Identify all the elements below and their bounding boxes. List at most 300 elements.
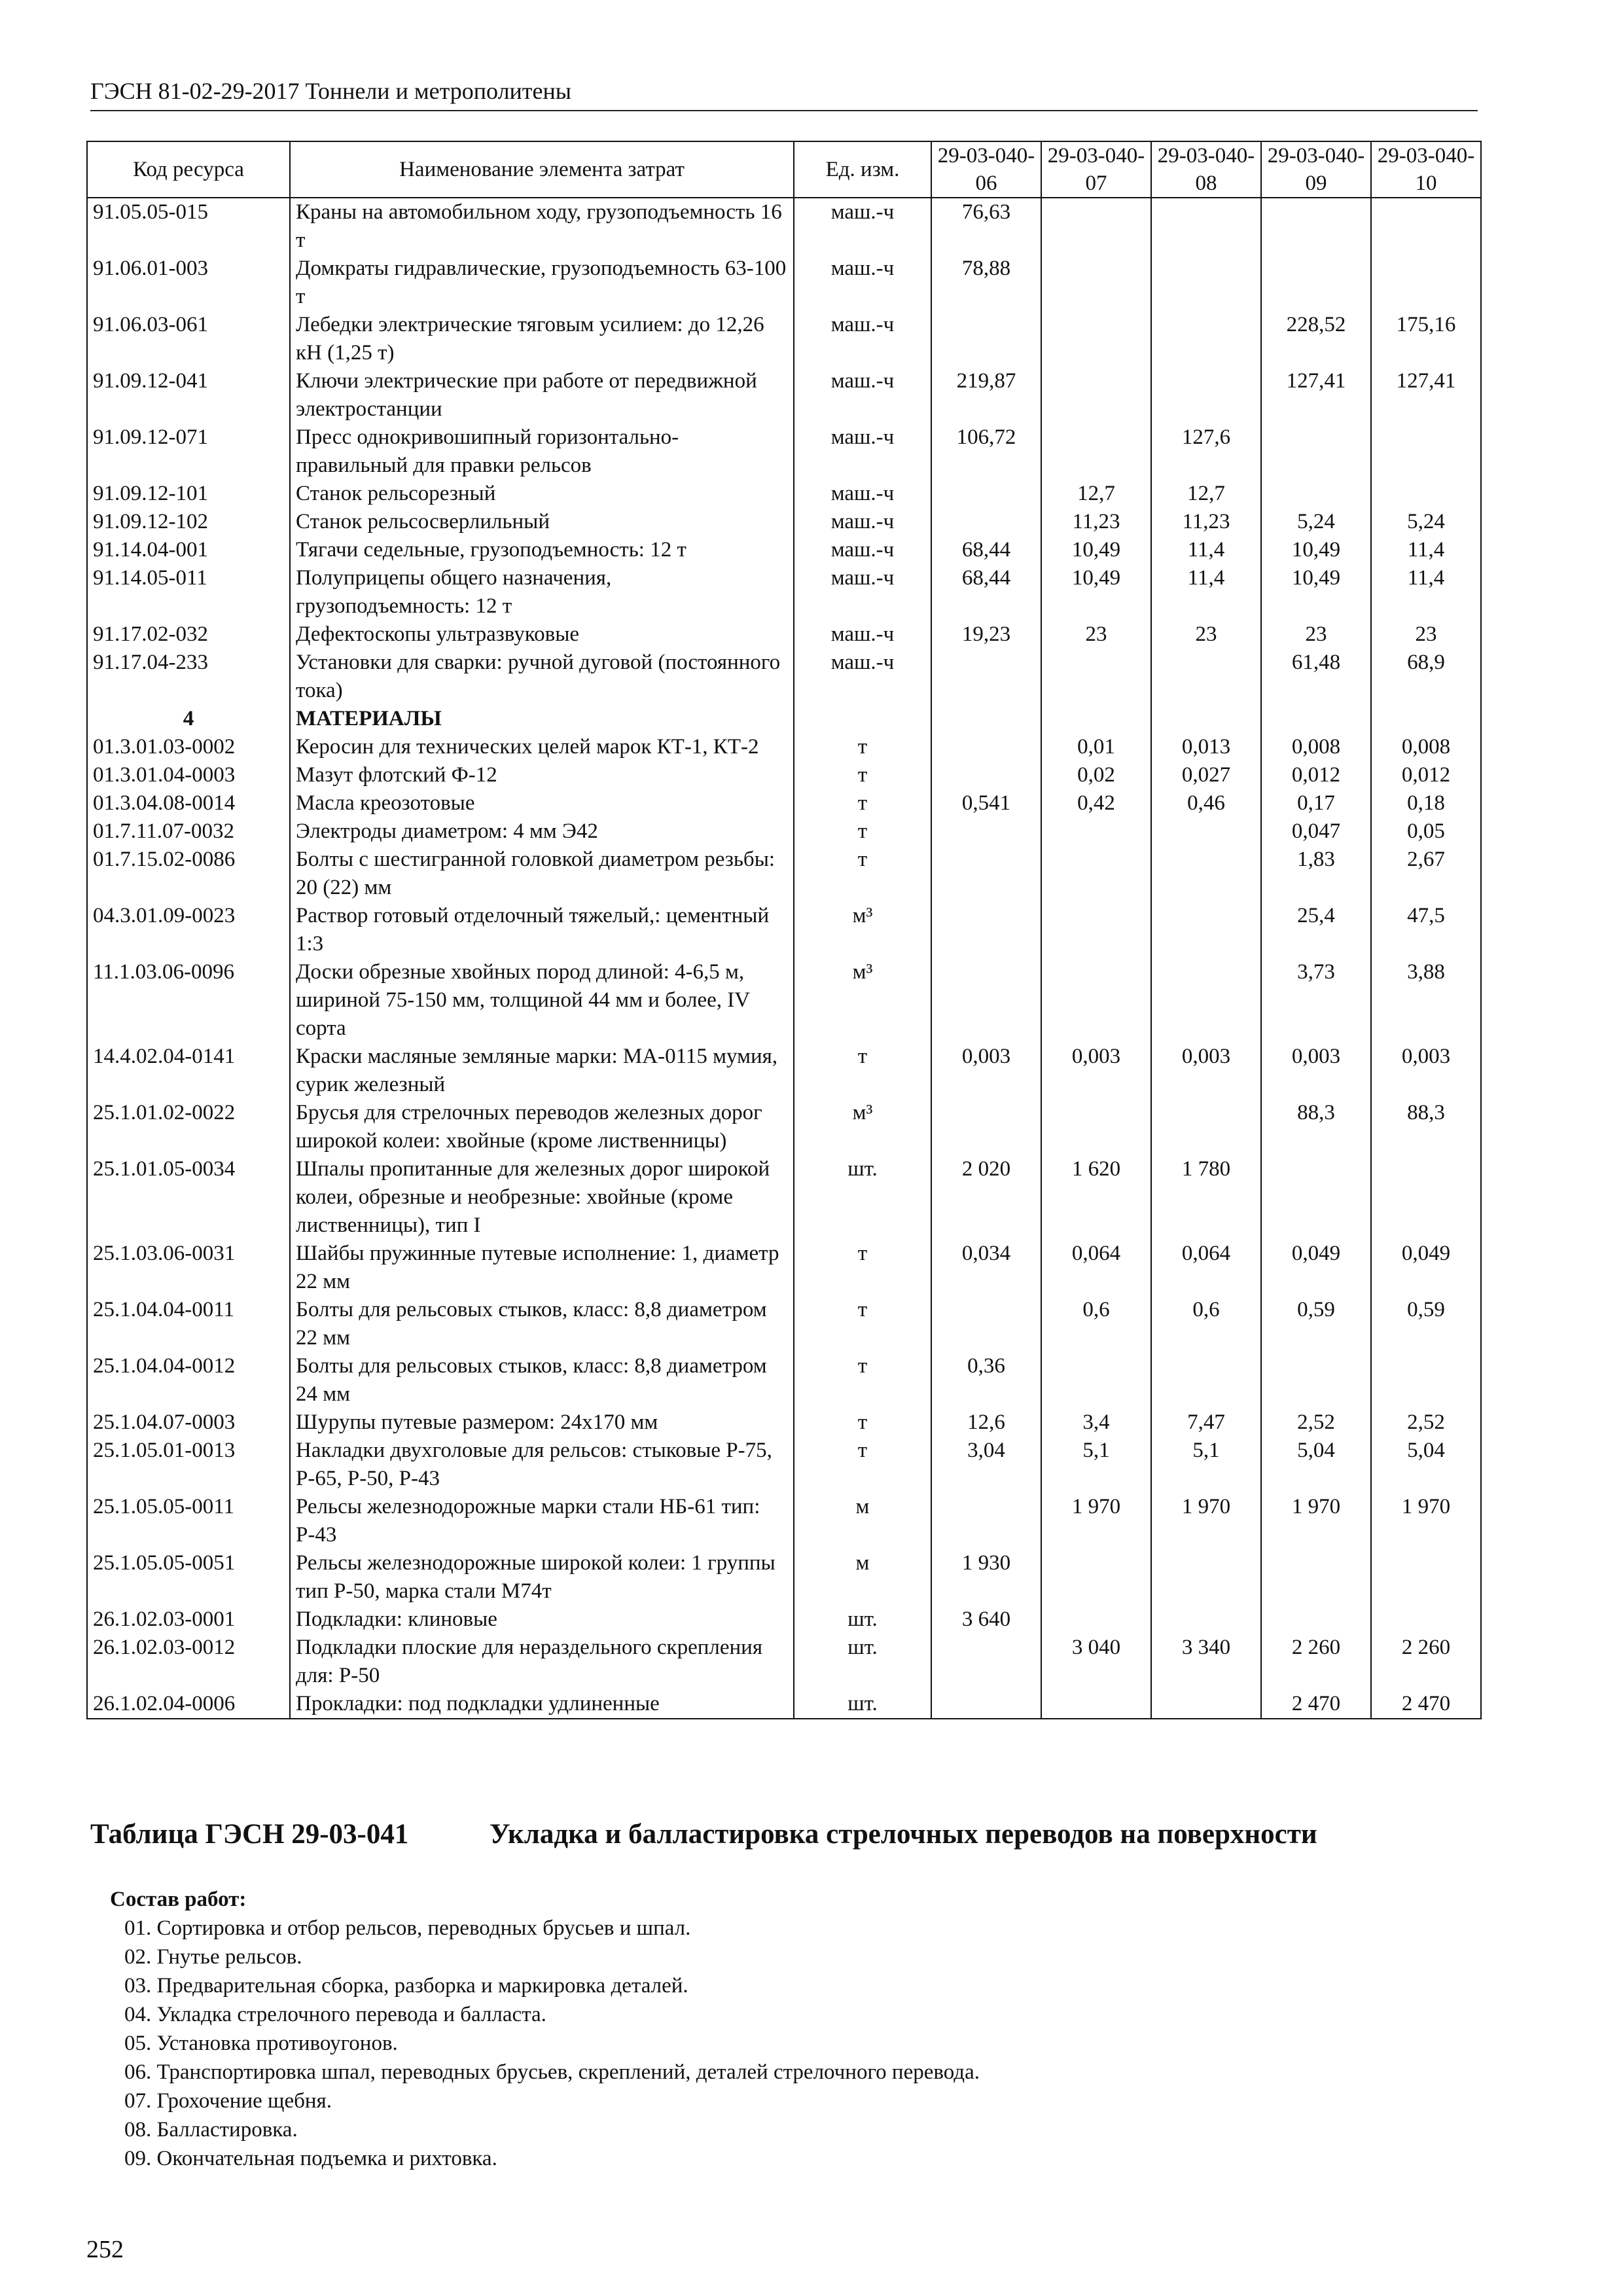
value-040-07-cell bbox=[1041, 846, 1151, 902]
element-name-cell: Накладки двухголовые для рельсов: стыковые Р-75, Р-65, Р-50, Р-43 bbox=[290, 1437, 794, 1493]
value-040-09-cell: 61,48 bbox=[1261, 649, 1371, 705]
table-row bbox=[87, 1549, 1481, 1605]
element-name-cell: Прокладки: под подкладки удлиненные bbox=[290, 1690, 794, 1719]
value-040-09-cell: 1,83 bbox=[1261, 846, 1371, 902]
table-row bbox=[87, 846, 1481, 902]
resource-code-cell: 91.05.05-015 bbox=[87, 198, 290, 255]
resource-code-cell: 25.1.05.05-0011 bbox=[87, 1493, 290, 1549]
resource-code-cell: 26.1.02.03-0001 bbox=[87, 1605, 290, 1634]
table-row bbox=[87, 1352, 1481, 1408]
table-row bbox=[87, 902, 1481, 958]
table-row bbox=[87, 311, 1481, 367]
unit-cell: маш.-ч bbox=[794, 423, 931, 480]
value-040-06-cell: 219,87 bbox=[931, 367, 1041, 423]
work-step: 07. Грохочение щебня. bbox=[124, 2089, 332, 2113]
value-040-09-cell: 0,59 bbox=[1261, 1296, 1371, 1352]
value-040-08-cell: 23 bbox=[1151, 620, 1261, 649]
value-040-09-cell: 10,49 bbox=[1261, 536, 1371, 564]
value-040-08-cell bbox=[1151, 367, 1261, 423]
value-040-06-cell: 2 020 bbox=[931, 1155, 1041, 1240]
table-row bbox=[87, 1296, 1481, 1352]
value-040-08-cell bbox=[1151, 1605, 1261, 1634]
element-name-cell: Лебедки электрические тяговым усилием: до 12,26 кН (1,25 т) bbox=[290, 311, 794, 367]
value-040-10-cell: 88,3 bbox=[1371, 1099, 1481, 1155]
resource-code-cell: 25.1.03.06-0031 bbox=[87, 1240, 290, 1296]
resource-code-cell: 26.1.02.04-0006 bbox=[87, 1690, 290, 1719]
value-040-06-cell: 1 930 bbox=[931, 1549, 1041, 1605]
work-step: 08. Балластировка. bbox=[124, 2118, 298, 2142]
unit-cell: м bbox=[794, 1549, 931, 1605]
value-040-06-cell bbox=[931, 311, 1041, 367]
header-norm-040-08: 29-03-040-08 bbox=[1151, 141, 1261, 198]
value-040-09-cell: 5,04 bbox=[1261, 1437, 1371, 1493]
value-040-06-cell bbox=[931, 733, 1041, 761]
value-040-08-cell: 1 780 bbox=[1151, 1155, 1261, 1240]
element-name-cell: Болты для рельсовых стыков, класс: 8,8 диаметром 22 мм bbox=[290, 1296, 794, 1352]
value-040-10-cell: 0,012 bbox=[1371, 761, 1481, 789]
value-040-07-cell: 3 040 bbox=[1041, 1634, 1151, 1690]
header-unit: Ед. изм. bbox=[794, 141, 931, 198]
value-040-08-cell: 11,23 bbox=[1151, 508, 1261, 536]
value-040-10-cell: 0,049 bbox=[1371, 1240, 1481, 1296]
table-row bbox=[87, 480, 1481, 508]
value-040-09-cell: 0,047 bbox=[1261, 817, 1371, 846]
element-name-cell: Рельсы железнодорожные марки стали НБ-61 тип: Р-43 bbox=[290, 1493, 794, 1549]
element-name-cell: Ключи электрические при работе от передвижной электростанции bbox=[290, 367, 794, 423]
value-040-07-cell bbox=[1041, 649, 1151, 705]
value-040-09-cell: 228,52 bbox=[1261, 311, 1371, 367]
value-040-06-cell bbox=[931, 958, 1041, 1043]
element-name-cell: Пресс однокривошипный горизонтально-правильный для правки рельсов bbox=[290, 423, 794, 480]
value-040-09-cell bbox=[1261, 423, 1371, 480]
table-row bbox=[87, 198, 1481, 255]
table-body bbox=[87, 198, 1481, 1719]
value-040-06-cell bbox=[931, 649, 1041, 705]
element-name-cell: Раствор готовый отделочный тяжелый,: цементный 1:3 bbox=[290, 902, 794, 958]
value-040-10-cell bbox=[1371, 198, 1481, 255]
value-040-09-cell: 0,17 bbox=[1261, 789, 1371, 817]
work-step: 04. Укладка стрелочного перевода и балласта. bbox=[124, 2003, 546, 2026]
resource-code-cell: 91.14.04-001 bbox=[87, 536, 290, 564]
unit-cell: маш.-ч bbox=[794, 311, 931, 367]
value-040-07-cell bbox=[1041, 958, 1151, 1043]
value-040-10-cell: 3,88 bbox=[1371, 958, 1481, 1043]
value-040-10-cell: 68,9 bbox=[1371, 649, 1481, 705]
value-040-09-cell: 2,52 bbox=[1261, 1408, 1371, 1437]
unit-cell: т bbox=[794, 1352, 931, 1408]
header-resource-code: Код ресурса bbox=[87, 141, 290, 198]
resource-code-cell: 01.3.01.04-0003 bbox=[87, 761, 290, 789]
value-040-06-cell: 68,44 bbox=[931, 536, 1041, 564]
resource-code-cell: 25.1.04.07-0003 bbox=[87, 1408, 290, 1437]
table-row bbox=[87, 1408, 1481, 1437]
value-040-07-cell: 12,7 bbox=[1041, 480, 1151, 508]
value-040-10-cell: 5,24 bbox=[1371, 508, 1481, 536]
value-040-08-cell: 11,4 bbox=[1151, 536, 1261, 564]
value-040-07-cell bbox=[1041, 1352, 1151, 1408]
value-040-08-cell bbox=[1151, 198, 1261, 255]
value-040-07-cell: 0,01 bbox=[1041, 733, 1151, 761]
value-040-09-cell: 0,012 bbox=[1261, 761, 1371, 789]
value-040-09-cell: 3,73 bbox=[1261, 958, 1371, 1043]
resource-code-cell: 91.09.12-101 bbox=[87, 480, 290, 508]
value-040-06-cell: 0,36 bbox=[931, 1352, 1041, 1408]
table-row bbox=[87, 761, 1481, 789]
value-040-07-cell bbox=[1041, 705, 1151, 733]
resource-code-cell: 91.14.05-011 bbox=[87, 564, 290, 620]
value-040-06-cell bbox=[931, 1493, 1041, 1549]
value-040-10-cell bbox=[1371, 1155, 1481, 1240]
value-040-06-cell bbox=[931, 705, 1041, 733]
value-040-10-cell: 127,41 bbox=[1371, 367, 1481, 423]
table-row bbox=[87, 1043, 1481, 1099]
value-040-08-cell bbox=[1151, 1690, 1261, 1719]
element-name-cell: Краски масляные земляные марки: МА-0115 мумия, сурик железный bbox=[290, 1043, 794, 1099]
next-table-title: Укладка и балластировка стрелочных переводов на поверхности bbox=[490, 1819, 1317, 1850]
header-element-name: Наименование элемента затрат bbox=[290, 141, 794, 198]
value-040-06-cell: 68,44 bbox=[931, 564, 1041, 620]
value-040-07-cell: 3,4 bbox=[1041, 1408, 1151, 1437]
value-040-08-cell bbox=[1151, 649, 1261, 705]
resource-code-cell: 25.1.05.01-0013 bbox=[87, 1437, 290, 1493]
value-040-10-cell: 2 260 bbox=[1371, 1634, 1481, 1690]
table-row bbox=[87, 564, 1481, 620]
table-header-row bbox=[87, 141, 1481, 198]
resource-table bbox=[86, 141, 1482, 1719]
value-040-10-cell bbox=[1371, 480, 1481, 508]
element-name-cell: Доски обрезные хвойных пород длиной: 4-6,5 м, шириной 75-150 мм, толщиной 44 мм и более, IV сорта bbox=[290, 958, 794, 1043]
unit-cell: т bbox=[794, 1240, 931, 1296]
value-040-10-cell: 5,04 bbox=[1371, 1437, 1481, 1493]
value-040-10-cell: 1 970 bbox=[1371, 1493, 1481, 1549]
resource-code-cell: 11.1.03.06-0096 bbox=[87, 958, 290, 1043]
unit-cell: т bbox=[794, 1437, 931, 1493]
value-040-09-cell bbox=[1261, 1352, 1371, 1408]
work-step: 06. Транспортировка шпал, переводных брусьев, скреплений, деталей стрелочного перевода. bbox=[124, 2060, 980, 2084]
unit-cell: маш.-ч bbox=[794, 198, 931, 255]
unit-cell: шт. bbox=[794, 1690, 931, 1719]
header-norm-040-07: 29-03-040-07 bbox=[1041, 141, 1151, 198]
table-row bbox=[87, 1240, 1481, 1296]
table-row bbox=[87, 789, 1481, 817]
value-040-10-cell: 2,52 bbox=[1371, 1408, 1481, 1437]
unit-cell: т bbox=[794, 1408, 931, 1437]
value-040-08-cell: 3 340 bbox=[1151, 1634, 1261, 1690]
value-040-10-cell bbox=[1371, 255, 1481, 311]
value-040-09-cell: 0,003 bbox=[1261, 1043, 1371, 1099]
element-name-cell: Станок рельсосверлильный bbox=[290, 508, 794, 536]
value-040-08-cell bbox=[1151, 1352, 1261, 1408]
unit-cell: м³ bbox=[794, 958, 931, 1043]
value-040-07-cell bbox=[1041, 255, 1151, 311]
value-040-09-cell bbox=[1261, 705, 1371, 733]
table-row bbox=[87, 1634, 1481, 1690]
table-row bbox=[87, 733, 1481, 761]
value-040-08-cell: 0,013 bbox=[1151, 733, 1261, 761]
table-row bbox=[87, 1099, 1481, 1155]
element-name-cell: Болты для рельсовых стыков, класс: 8,8 диаметром 24 мм bbox=[290, 1352, 794, 1408]
resource-code-cell: 91.17.02-032 bbox=[87, 620, 290, 649]
value-040-07-cell bbox=[1041, 817, 1151, 846]
value-040-09-cell bbox=[1261, 480, 1371, 508]
value-040-09-cell: 88,3 bbox=[1261, 1099, 1371, 1155]
resource-code-cell: 01.3.04.08-0014 bbox=[87, 789, 290, 817]
resource-code-cell: 25.1.05.05-0051 bbox=[87, 1549, 290, 1605]
value-040-09-cell: 0,049 bbox=[1261, 1240, 1371, 1296]
value-040-06-cell bbox=[931, 1296, 1041, 1352]
value-040-09-cell bbox=[1261, 198, 1371, 255]
value-040-07-cell: 0,003 bbox=[1041, 1043, 1151, 1099]
value-040-08-cell: 5,1 bbox=[1151, 1437, 1261, 1493]
work-composition-list bbox=[110, 1914, 980, 2173]
value-040-06-cell bbox=[931, 817, 1041, 846]
value-040-08-cell bbox=[1151, 1549, 1261, 1605]
value-040-07-cell bbox=[1041, 423, 1151, 480]
table-row bbox=[87, 817, 1481, 846]
value-040-06-cell: 106,72 bbox=[931, 423, 1041, 480]
unit-cell: шт. bbox=[794, 1155, 931, 1240]
element-name-cell: Рельсы железнодорожные широкой колеи: 1 группы тип Р-50, марка стали М74т bbox=[290, 1549, 794, 1605]
work-step: 05. Установка противоугонов. bbox=[124, 2032, 398, 2055]
unit-cell: маш.-ч bbox=[794, 508, 931, 536]
header-norm-040-06: 29-03-040-06 bbox=[931, 141, 1041, 198]
value-040-08-cell bbox=[1151, 1099, 1261, 1155]
table-row bbox=[87, 255, 1481, 311]
element-name-cell: Электроды диаметром: 4 мм Э42 bbox=[290, 817, 794, 846]
unit-cell: маш.-ч bbox=[794, 536, 931, 564]
value-040-07-cell bbox=[1041, 367, 1151, 423]
value-040-07-cell: 0,42 bbox=[1041, 789, 1151, 817]
value-040-07-cell: 23 bbox=[1041, 620, 1151, 649]
unit-cell: маш.-ч bbox=[794, 564, 931, 620]
value-040-06-cell: 12,6 bbox=[931, 1408, 1041, 1437]
unit-cell: маш.-ч bbox=[794, 480, 931, 508]
work-step: 02. Гнутье рельсов. bbox=[124, 1945, 302, 1969]
value-040-08-cell: 7,47 bbox=[1151, 1408, 1261, 1437]
value-040-10-cell: 0,05 bbox=[1371, 817, 1481, 846]
value-040-09-cell bbox=[1261, 255, 1371, 311]
resource-code-cell: 91.17.04-233 bbox=[87, 649, 290, 705]
value-040-07-cell bbox=[1041, 1549, 1151, 1605]
value-040-10-cell: 23 bbox=[1371, 620, 1481, 649]
value-040-08-cell: 127,6 bbox=[1151, 423, 1261, 480]
value-040-10-cell bbox=[1371, 423, 1481, 480]
element-name-cell: Шпалы пропитанные для железных дорог широкой колеи, обрезные и необрезные: хвойные (кроме лиственницы), тип I bbox=[290, 1155, 794, 1240]
unit-cell: маш.-ч bbox=[794, 649, 931, 705]
element-name-cell: Краны на автомобильном ходу, грузоподъемность 16 т bbox=[290, 198, 794, 255]
value-040-06-cell bbox=[931, 1690, 1041, 1719]
value-040-06-cell bbox=[931, 508, 1041, 536]
element-name-cell: Установки для сварки: ручной дуговой (постоянного тока) bbox=[290, 649, 794, 705]
value-040-07-cell: 1 970 bbox=[1041, 1493, 1151, 1549]
value-040-10-cell: 0,59 bbox=[1371, 1296, 1481, 1352]
value-040-09-cell bbox=[1261, 1155, 1371, 1240]
value-040-06-cell bbox=[931, 1634, 1041, 1690]
element-name-cell: Брусья для стрелочных переводов железных дорог широкой колеи: хвойные (кроме лиственницы) bbox=[290, 1099, 794, 1155]
value-040-09-cell: 127,41 bbox=[1261, 367, 1371, 423]
value-040-06-cell: 3,04 bbox=[931, 1437, 1041, 1493]
resource-code-cell: 25.1.04.04-0012 bbox=[87, 1352, 290, 1408]
value-040-07-cell bbox=[1041, 1605, 1151, 1634]
value-040-07-cell bbox=[1041, 902, 1151, 958]
table-row bbox=[87, 1605, 1481, 1634]
header-norm-040-10: 29-03-040-10 bbox=[1371, 141, 1481, 198]
resource-code-cell: 01.7.15.02-0086 bbox=[87, 846, 290, 902]
value-040-09-cell: 5,24 bbox=[1261, 508, 1371, 536]
work-composition-title: Состав работ: bbox=[110, 1888, 247, 1911]
element-name-cell: Шайбы пружинные путевые исполнение: 1, диаметр 22 мм bbox=[290, 1240, 794, 1296]
table-row bbox=[87, 1437, 1481, 1493]
value-040-08-cell: 0,003 bbox=[1151, 1043, 1261, 1099]
unit-cell: маш.-ч bbox=[794, 620, 931, 649]
resource-code-cell: 4 bbox=[87, 705, 290, 733]
value-040-07-cell: 1 620 bbox=[1041, 1155, 1151, 1240]
value-040-06-cell bbox=[931, 902, 1041, 958]
element-name-cell: Мазут флотский Ф-12 bbox=[290, 761, 794, 789]
resource-code-cell: 91.06.03-061 bbox=[87, 311, 290, 367]
value-040-08-cell: 0,064 bbox=[1151, 1240, 1261, 1296]
running-header: ГЭСН 81-02-29-2017 Тоннели и метрополитены bbox=[90, 77, 1478, 111]
value-040-07-cell bbox=[1041, 311, 1151, 367]
value-040-10-cell bbox=[1371, 1605, 1481, 1634]
resource-code-cell: 04.3.01.09-0023 bbox=[87, 902, 290, 958]
resource-code-cell: 25.1.04.04-0011 bbox=[87, 1296, 290, 1352]
table-row bbox=[87, 367, 1481, 423]
table-row bbox=[87, 620, 1481, 649]
value-040-10-cell: 0,18 bbox=[1371, 789, 1481, 817]
unit-cell bbox=[794, 705, 931, 733]
value-040-10-cell bbox=[1371, 1549, 1481, 1605]
element-name-cell: Полуприцепы общего назначения, грузоподъемность: 12 т bbox=[290, 564, 794, 620]
element-name-cell: Дефектоскопы ультразвуковые bbox=[290, 620, 794, 649]
work-composition bbox=[110, 1885, 980, 2173]
value-040-07-cell: 10,49 bbox=[1041, 564, 1151, 620]
value-040-07-cell bbox=[1041, 1099, 1151, 1155]
value-040-06-cell bbox=[931, 761, 1041, 789]
value-040-07-cell bbox=[1041, 1690, 1151, 1719]
unit-cell: т bbox=[794, 817, 931, 846]
unit-cell: маш.-ч bbox=[794, 367, 931, 423]
value-040-08-cell bbox=[1151, 311, 1261, 367]
table-row bbox=[87, 536, 1481, 564]
value-040-09-cell: 2 260 bbox=[1261, 1634, 1371, 1690]
value-040-06-cell: 3 640 bbox=[931, 1605, 1041, 1634]
work-step: 09. Окончательная подъемка и рихтовка. bbox=[124, 2147, 497, 2170]
value-040-09-cell: 10,49 bbox=[1261, 564, 1371, 620]
table-row bbox=[87, 1493, 1481, 1549]
element-name-cell: Масла креозотовые bbox=[290, 789, 794, 817]
value-040-07-cell: 0,6 bbox=[1041, 1296, 1151, 1352]
value-040-10-cell: 47,5 bbox=[1371, 902, 1481, 958]
element-name-cell: Шурупы путевые размером: 24х170 мм bbox=[290, 1408, 794, 1437]
value-040-10-cell bbox=[1371, 1352, 1481, 1408]
table-row bbox=[87, 508, 1481, 536]
table-row bbox=[87, 423, 1481, 480]
value-040-08-cell bbox=[1151, 902, 1261, 958]
value-040-10-cell: 175,16 bbox=[1371, 311, 1481, 367]
value-040-08-cell: 0,6 bbox=[1151, 1296, 1261, 1352]
unit-cell: м³ bbox=[794, 1099, 931, 1155]
value-040-09-cell bbox=[1261, 1605, 1371, 1634]
value-040-10-cell: 0,003 bbox=[1371, 1043, 1481, 1099]
value-040-07-cell: 11,23 bbox=[1041, 508, 1151, 536]
value-040-06-cell bbox=[931, 1099, 1041, 1155]
value-040-10-cell: 11,4 bbox=[1371, 536, 1481, 564]
element-name-cell: Керосин для технических целей марок КТ-1, КТ-2 bbox=[290, 733, 794, 761]
value-040-10-cell bbox=[1371, 705, 1481, 733]
value-040-08-cell bbox=[1151, 705, 1261, 733]
value-040-06-cell: 0,034 bbox=[931, 1240, 1041, 1296]
value-040-10-cell: 2 470 bbox=[1371, 1690, 1481, 1719]
table-row bbox=[87, 649, 1481, 705]
value-040-06-cell bbox=[931, 480, 1041, 508]
value-040-08-cell: 0,46 bbox=[1151, 789, 1261, 817]
element-name-cell: Домкраты гидравлические, грузоподъемность 63-100 т bbox=[290, 255, 794, 311]
element-name-cell: Подкладки: клиновые bbox=[290, 1605, 794, 1634]
unit-cell: шт. bbox=[794, 1605, 931, 1634]
element-name-cell: Болты с шестигранной головкой диаметром резьбы: 20 (22) мм bbox=[290, 846, 794, 902]
value-040-08-cell bbox=[1151, 846, 1261, 902]
value-040-09-cell: 23 bbox=[1261, 620, 1371, 649]
value-040-06-cell bbox=[931, 846, 1041, 902]
next-table-heading bbox=[90, 1818, 1497, 1850]
value-040-08-cell bbox=[1151, 958, 1261, 1043]
resource-code-cell: 26.1.02.03-0012 bbox=[87, 1634, 290, 1690]
value-040-07-cell: 0,02 bbox=[1041, 761, 1151, 789]
value-040-07-cell: 0,064 bbox=[1041, 1240, 1151, 1296]
value-040-10-cell: 2,67 bbox=[1371, 846, 1481, 902]
unit-cell: шт. bbox=[794, 1634, 931, 1690]
value-040-06-cell: 0,541 bbox=[931, 789, 1041, 817]
resource-code-cell: 01.7.11.07-0032 bbox=[87, 817, 290, 846]
element-name-cell: Станок рельсорезный bbox=[290, 480, 794, 508]
work-step: 01. Сортировка и отбор рельсов, переводных брусьев и шпал. bbox=[124, 1916, 691, 1940]
resource-code-cell: 91.06.01-003 bbox=[87, 255, 290, 311]
value-040-06-cell: 78,88 bbox=[931, 255, 1041, 311]
table-row bbox=[87, 958, 1481, 1043]
value-040-09-cell: 2 470 bbox=[1261, 1690, 1371, 1719]
resource-code-cell: 25.1.01.05-0034 bbox=[87, 1155, 290, 1240]
table-row bbox=[87, 1155, 1481, 1240]
section-row bbox=[87, 705, 1481, 733]
unit-cell: т bbox=[794, 846, 931, 902]
value-040-08-cell: 1 970 bbox=[1151, 1493, 1261, 1549]
header-norm-040-09: 29-03-040-09 bbox=[1261, 141, 1371, 198]
value-040-08-cell bbox=[1151, 817, 1261, 846]
table-row bbox=[87, 1690, 1481, 1719]
value-040-08-cell: 0,027 bbox=[1151, 761, 1261, 789]
value-040-07-cell: 5,1 bbox=[1041, 1437, 1151, 1493]
value-040-06-cell: 0,003 bbox=[931, 1043, 1041, 1099]
value-040-09-cell bbox=[1261, 1549, 1371, 1605]
value-040-10-cell: 11,4 bbox=[1371, 564, 1481, 620]
page-number: 252 bbox=[86, 2236, 124, 2263]
value-040-08-cell: 12,7 bbox=[1151, 480, 1261, 508]
unit-cell: т bbox=[794, 789, 931, 817]
element-name-cell: Подкладки плоские для нераздельного скрепления для: Р-50 bbox=[290, 1634, 794, 1690]
value-040-09-cell: 25,4 bbox=[1261, 902, 1371, 958]
element-name-cell: МАТЕРИАЛЫ bbox=[290, 705, 794, 733]
resource-code-cell: 91.09.12-071 bbox=[87, 423, 290, 480]
work-step: 03. Предварительная сборка, разборка и маркировка деталей. bbox=[124, 1974, 688, 1998]
resource-code-cell: 91.09.12-041 bbox=[87, 367, 290, 423]
element-name-cell: Тягачи седельные, грузоподъемность: 12 т bbox=[290, 536, 794, 564]
value-040-10-cell: 0,008 bbox=[1371, 733, 1481, 761]
value-040-06-cell: 76,63 bbox=[931, 198, 1041, 255]
value-040-06-cell: 19,23 bbox=[931, 620, 1041, 649]
unit-cell: т bbox=[794, 1043, 931, 1099]
value-040-07-cell: 10,49 bbox=[1041, 536, 1151, 564]
